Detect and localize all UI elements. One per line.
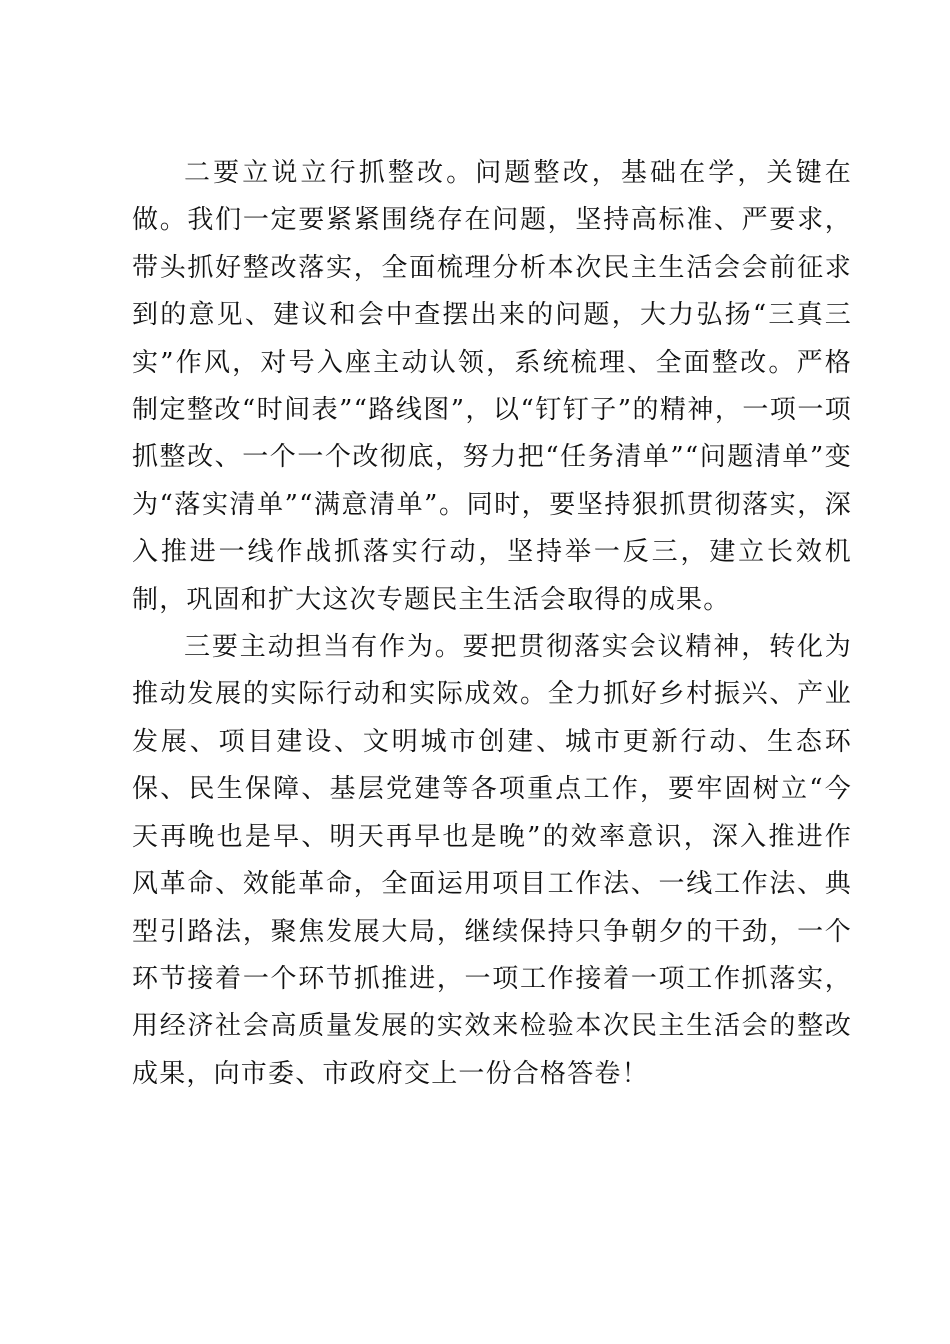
body-text <box>132 150 852 1098</box>
paragraph-responsibility: 三要主动担当有作为。要把贯彻落实会议精神，转化为推动发展的实际行动和实际成效。全力抓好乡村振兴、产业发展、项目建设、文明城市创建、城市更新行动、生态环保、民生保障、基层党建等各项重点工作，要牢固树立“今天再晚也是早、明天再早也是晚”的效率意识，深入推进作风革命、效能革命，全面运用项目工作法、一线工作法、典型引路法，聚焦发展大局，继续保持只争朝夕的干劲，一个环节接着一个环节抓推进，一项工作接着一项工作抓落实，用经济社会高质量发展的实效来检验本次民主生活会的整改成果，向市委、市政府交上一份合格答卷！ <box>132 632 852 1089</box>
paragraph-rectification: 二要立说立行抓整改。问题整改，基础在学，关键在做。我们一定要紧紧围绕存在问题，坚持高标准、严要求，带头抓好整改落实，全面梳理分析本次民主生活会会前征求到的意见、建议和会中查摆出来的问题，大力弘扬“三真三实”作风，对号入座主动认领，系统梳理、全面整改。严格制定整改“时间表”“路线图”，以“钉钉子”的精神，一项一项抓整改、一个一个改彻底，努力把“任务清单”“问题清单”变为“落实清单”“满意清单”。同时，要坚持狠抓贯彻落实，深入推进一线作战抓落实行动，坚持举一反三，建立长效机制，巩固和扩大这次专题民主生活会取得的成果。 <box>132 158 852 615</box>
